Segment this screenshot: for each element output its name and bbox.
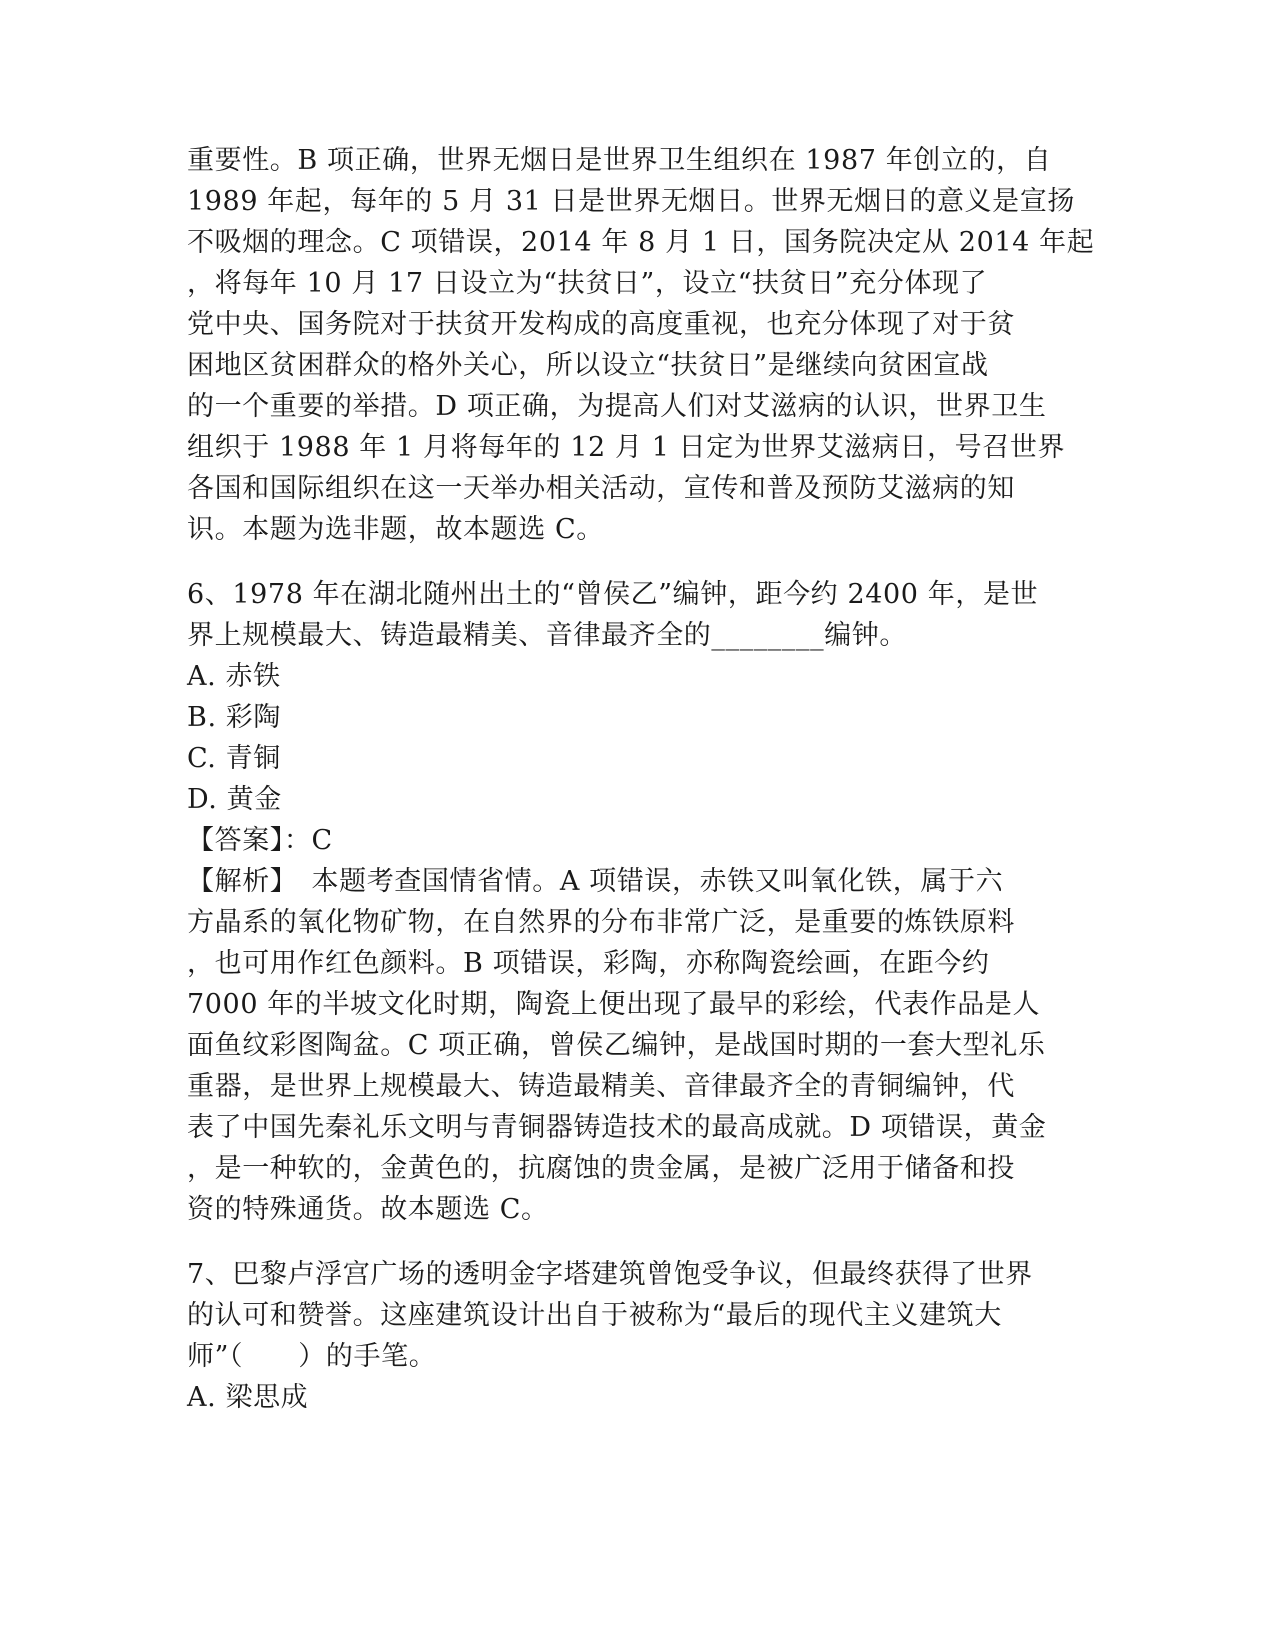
option-d: D. 黄金 <box>187 784 282 815</box>
paragraph-line: 1989 年起，每年的 5 月 31 日是世界无烟日。世界无烟日的意义是宣扬 <box>187 186 1075 217</box>
analysis-line: ，是一种软的，金黄色的，抗腐蚀的贵金属，是被广泛用于储备和投 <box>187 1153 1015 1184</box>
question-line: 7、巴黎卢浮宫广场的透明金字塔建筑曾饱受争议，但最终获得了世界 <box>187 1259 1033 1290</box>
paragraph-line: 困地区贫困群众的格外关心，所以设立“扶贫日”是继续向贫困宣战 <box>187 350 989 381</box>
paragraph-line: 的一个重要的举措。D 项正确，为提高人们对艾滋病的认识，世界卫生 <box>187 391 1047 422</box>
option-a: A. 梁思成 <box>187 1382 309 1413</box>
paragraph-line: 组织于 1988 年 1 月将每年的 12 月 1 日定为世界艾滋病日，号召世界 <box>187 432 1066 463</box>
option-a: A. 赤铁 <box>187 661 281 692</box>
analysis-line: 面鱼纹彩图陶盆。C 项正确，曾侯乙编钟，是战国时期的一套大型礼乐 <box>187 1030 1046 1061</box>
paragraph-line: 党中央、国务院对于扶贫开发构成的高度重视，也充分体现了对于贫 <box>187 309 1015 340</box>
analysis-line: ，也可用作红色颜料。B 项错误，彩陶，亦称陶瓷绘画，在距今约 <box>187 948 990 979</box>
paragraph-line: 重要性。B 项正确，世界无烟日是世界卫生组织在 1987 年创立的，自 <box>187 145 1052 176</box>
question-line: 6、1978 年在湖北随州出土的“曾侯乙”编钟，距今约 2400 年，是世 <box>187 579 1039 610</box>
analysis-line: 重器，是世界上规模最大、铸造最精美、音律最齐全的青铜编钟，代 <box>187 1071 1015 1102</box>
paragraph-line: 识。本题为选非题，故本题选 C。 <box>187 514 604 545</box>
option-b: B. 彩陶 <box>187 702 282 733</box>
analysis-line: 方晶系的氧化物矿物，在自然界的分布非常广泛，是重要的炼铁原料 <box>187 907 1015 938</box>
paragraph-line: 不吸烟的理念。C 项错误，2014 年 8 月 1 日，国务院决定从 2014 年起 <box>187 227 1095 258</box>
analysis-line: 表了中国先秦礼乐文明与青铜器铸造技术的最高成就。D 项错误，黄金 <box>187 1112 1047 1143</box>
paragraph-line: ，将每年 10 月 17 日设立为“扶贫日”，设立“扶贫日”充分体现了 <box>187 268 988 299</box>
question-line: 的认可和赞誉。这座建筑设计出自于被称为“最后的现代主义建筑大 <box>187 1300 1002 1331</box>
analysis-line: 资的特殊通货。故本题选 C。 <box>187 1194 549 1225</box>
paragraph-line: 各国和国际组织在这一天举办相关活动，宣传和普及预防艾滋病的知 <box>187 473 1015 504</box>
analysis-line: 【解析】 本题考查国情省情。A 项错误，赤铁又叫氧化铁，属于六 <box>187 866 1004 897</box>
analysis-line: 7000 年的半坡文化时期，陶瓷上便出现了最早的彩绘，代表作品是人 <box>187 989 1041 1020</box>
question-line: 师”（ ）的手笔。 <box>187 1341 437 1372</box>
option-c: C. 青铜 <box>187 743 281 774</box>
question-line: 界上规模最大、铸造最精美、音律最齐全的________编钟。 <box>187 620 907 651</box>
answer-line: 【答案】：C <box>187 825 333 856</box>
